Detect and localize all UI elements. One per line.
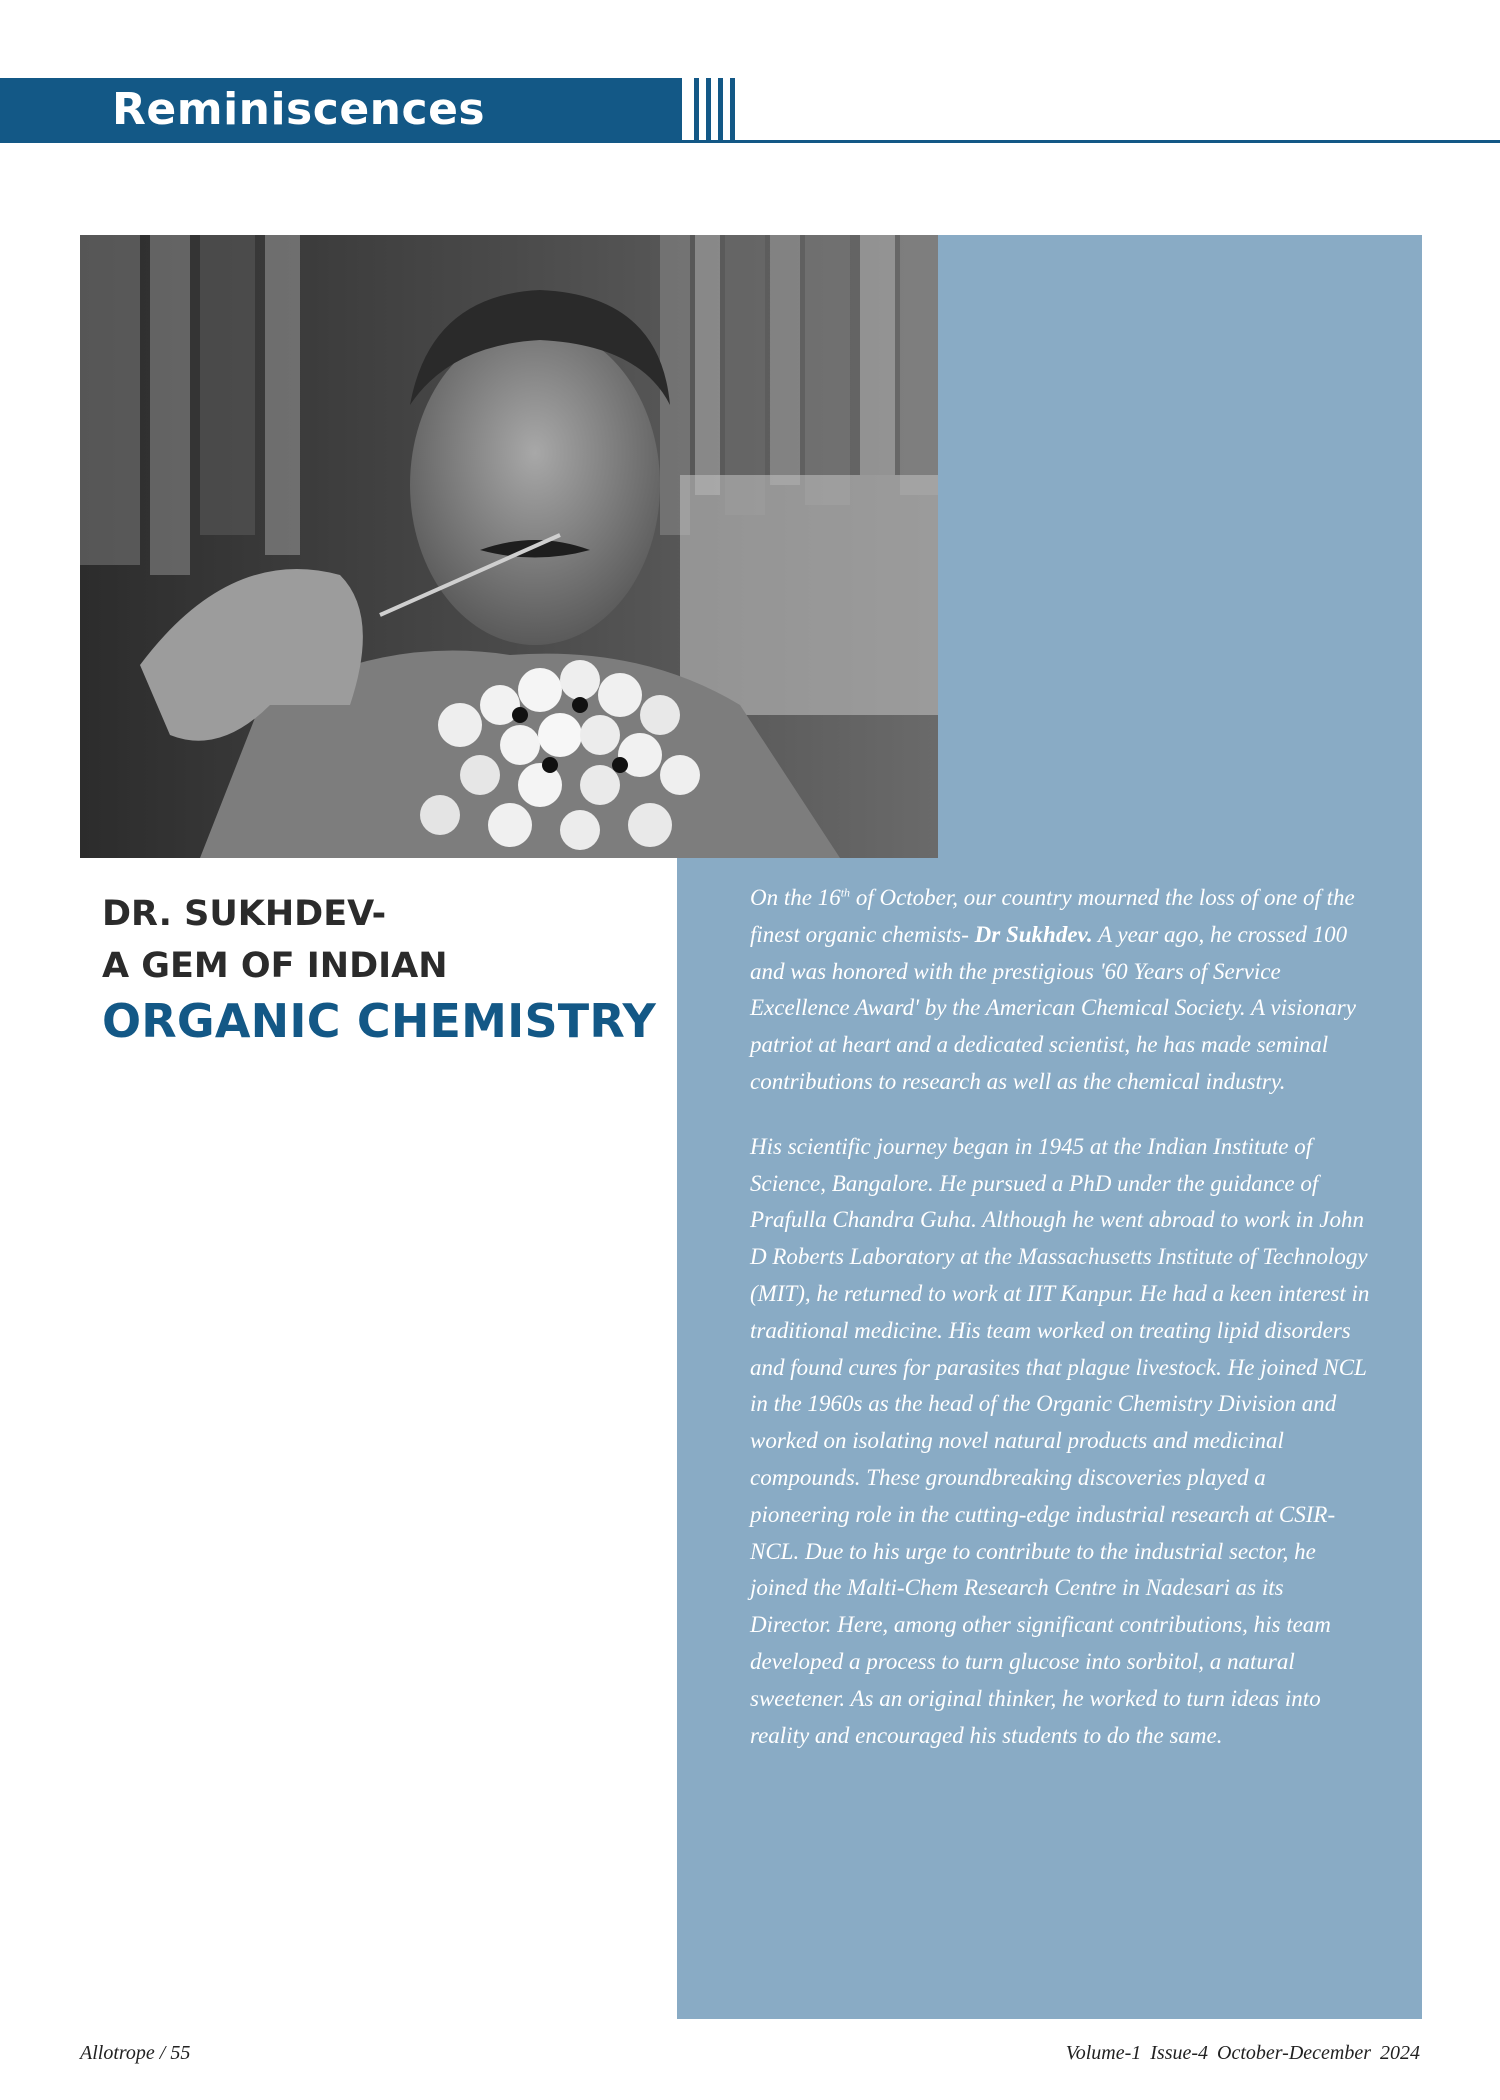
header-stripe bbox=[730, 78, 735, 141]
footer-page-label: Allotrope / 55 bbox=[80, 2042, 191, 2064]
p1-text-b: of October, our country mourned the loss of one of the finest organic chemists- bbox=[750, 885, 1355, 947]
article-headline bbox=[102, 888, 656, 1050]
footer-issue-label: Volume-1 Issue-4 October-December 2024 bbox=[1065, 2042, 1420, 2064]
paragraph-2: His scientific journey began in 1945 at the Indian Institute of Science, Bangalore. He pursued a PhD under the guidance of Prafulla Chandra Guha. Although he went abroad to work in John D Roberts Laboratory at the Massachusetts Institute of Technology (MIT), he returned to work at IIT Kanpur. He had a keen interest in traditional medicine. His team worked on treating lipid disorders and found cures for parasites that plague livestock. He joined NCL in the 1960s as the head of the Organic Chemistry Division and worked on isolating novel natural products and medicinal compounds. These groundbreaking discoveries played a pioneering role in the cutting-edge industrial research at CSIR-NCL. Due to his urge to contribute to the industrial sector, he joined the Malti-Chem Research Centre in Nadesari as its Director. Here, among other significant contributions, his team developed a process to turn glucose into sorbitol, a natural sweetener. As an original thinker, he worked to turn ideas into reality and encouraged his students to do the same. bbox=[750, 1133, 1370, 1748]
section-title: Reminiscences bbox=[112, 84, 486, 135]
header-stripe bbox=[694, 78, 699, 141]
portrait-photo bbox=[80, 235, 938, 858]
paragraph-1 bbox=[750, 880, 1370, 1101]
p1-name-bold: Dr Sukhdev. bbox=[974, 921, 1093, 947]
p1-text-a: On the 16 bbox=[750, 885, 841, 910]
header-stripe bbox=[718, 78, 723, 141]
portrait-illustration bbox=[80, 235, 938, 858]
header-rule bbox=[0, 140, 1500, 143]
p1-superscript: th bbox=[840, 885, 851, 900]
headline-line-1: DR. SUKHDEV- bbox=[102, 894, 387, 934]
headline-line-3: ORGANIC CHEMISTRY bbox=[102, 994, 656, 1048]
article-body bbox=[750, 880, 1370, 1782]
headline-line-2: A GEM OF INDIAN bbox=[102, 946, 448, 986]
header-stripe bbox=[706, 78, 711, 141]
p1-text-c: A year ago, he crossed 100 and was honored with the prestigious '60 Years of Service Excellence Award' by the American Chemical Society. A visionary patriot at heart and a dedicated scientist, he has made seminal contributions to research as well as the chemical industry. bbox=[750, 921, 1356, 1094]
